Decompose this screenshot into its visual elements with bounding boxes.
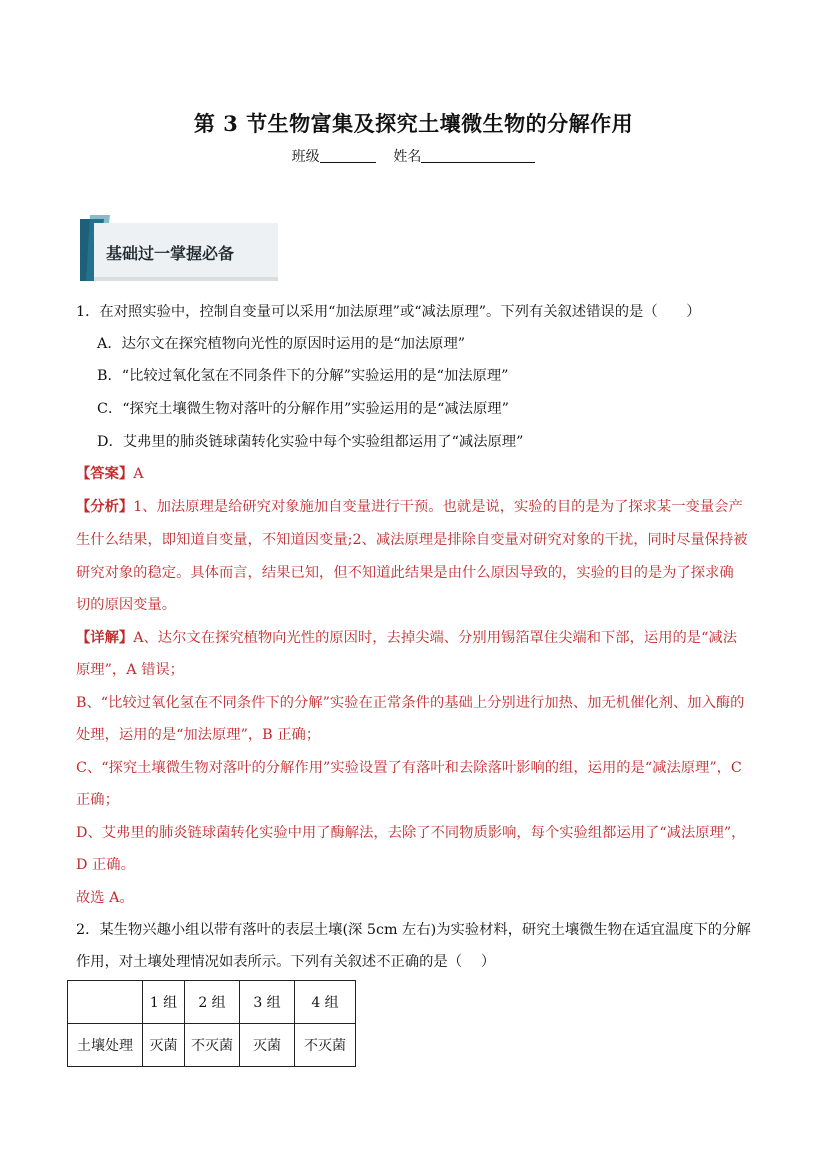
q1-detail-line-9: 故选 A。	[76, 890, 134, 906]
name-blank	[421, 148, 535, 163]
detail-text: A、达尔文在探究植物向光性的原因时，去掉尖端、分别用锡箔罩住尖端和下部，运用的是“减法	[133, 630, 737, 646]
table-cell: 灭菌	[240, 1024, 295, 1067]
q1-detail-line-5: C、“探究土壤微生物对落叶的分解作用”实验设置了有落叶和去除落叶影响的组，运用的是“减法原理”，C	[76, 760, 742, 776]
q1-detail-line-7: D、艾弗里的肺炎链球菌转化实验中用了酶解法，去除了不同物质影响，每个实验组都运用了“减法原理”，	[76, 825, 746, 841]
table-header-cell: 3 组	[240, 981, 295, 1024]
table-header-cell: 4 组	[295, 981, 356, 1024]
page-title: 第 3 节生物富集及探究土壤微生物的分解作用	[193, 111, 634, 136]
student-info-line	[0, 146, 827, 166]
name-label: 姓名	[393, 149, 422, 165]
table-header-row	[68, 981, 356, 1024]
q1-detail-line-2: 原理”，A 错误；	[76, 662, 184, 678]
class-label: 班级	[291, 149, 320, 165]
q1-option-b: B．“比较过氧化氢在不同条件下的分解”实验运用的是“加法原理”	[97, 368, 509, 384]
answer-tag: 【答案】	[76, 466, 134, 482]
answer-value: A	[133, 466, 144, 482]
detail-tag: 【详解】	[76, 630, 134, 646]
table-header-cell	[68, 981, 143, 1024]
table-header-cell: 2 组	[185, 981, 240, 1024]
q1-analysis-line-3: 研究对象的稳定。具体而言，结果已知，但不知道此结果是由什么原因导致的，实验的目的是为了探求确	[76, 565, 734, 581]
q2-stem-line-1: 2．某生物兴趣小组以带有落叶的表层土壤(深 5cm 左右)为实验材料，研究土壤微生物在适宜温度下的分解	[76, 922, 751, 938]
q1-analysis-line-1	[76, 497, 756, 517]
q1-stem: 1．在对照实验中，控制自变量可以采用“加法原理”或“减法原理”。下列有关叙述错误的是（ ）	[76, 304, 701, 320]
table-cell: 土壤处理	[68, 1024, 143, 1067]
q1-detail-line-6: 正确；	[76, 792, 119, 808]
q1-detail-line-4: 处理，运用的是“加法原理”，B 正确；	[76, 727, 321, 743]
q1-option-c: C．“探究土壤微生物对落叶的分解作用”实验运用的是“减法原理”	[97, 401, 509, 417]
table-row	[68, 1024, 356, 1067]
q1-option-a: A．达尔文在探究植物向光性的原因时运用的是“加法原理”	[97, 336, 466, 352]
q1-detail-line-3: B、“比较过氧化氢在不同条件下的分解”实验在正常条件的基础上分别进行加热、加无机催化剂、加入酶的	[76, 695, 745, 711]
analysis-text: 1、加法原理是给研究对象施加自变量进行干预。也就是说，实验的目的是为了探求某一变量会产	[133, 499, 743, 515]
q2-stem-line-2: 作用，对土壤处理情况如表所示。下列有关叙述不正确的是（ ）	[76, 954, 496, 970]
section-banner	[80, 215, 278, 283]
q1-detail-line-8: D 正确。	[76, 857, 135, 873]
class-blank	[320, 148, 376, 163]
table-cell: 灭菌	[143, 1024, 185, 1067]
table-header-cell: 1 组	[143, 981, 185, 1024]
q1-detail-line-1	[76, 628, 756, 648]
table-cell: 不灭菌	[295, 1024, 356, 1067]
analysis-tag: 【分析】	[76, 499, 134, 515]
q1-analysis-line-2: 生什么结果，即知道自变量，不知道因变量;2、减法原理是排除自变量对研究对象的干扰，同时尽量保持被	[76, 532, 748, 548]
q1-answer	[76, 464, 756, 484]
q1-analysis-line-4: 切的原因变量。	[76, 597, 177, 613]
table-cell: 不灭菌	[185, 1024, 240, 1067]
soil-treatment-table	[67, 980, 356, 1067]
banner-text: 基础过一掌握必备	[106, 244, 235, 263]
q1-option-d: D．艾弗里的肺炎链球菌转化实验中每个实验组都运用了“减法原理”	[97, 434, 524, 450]
